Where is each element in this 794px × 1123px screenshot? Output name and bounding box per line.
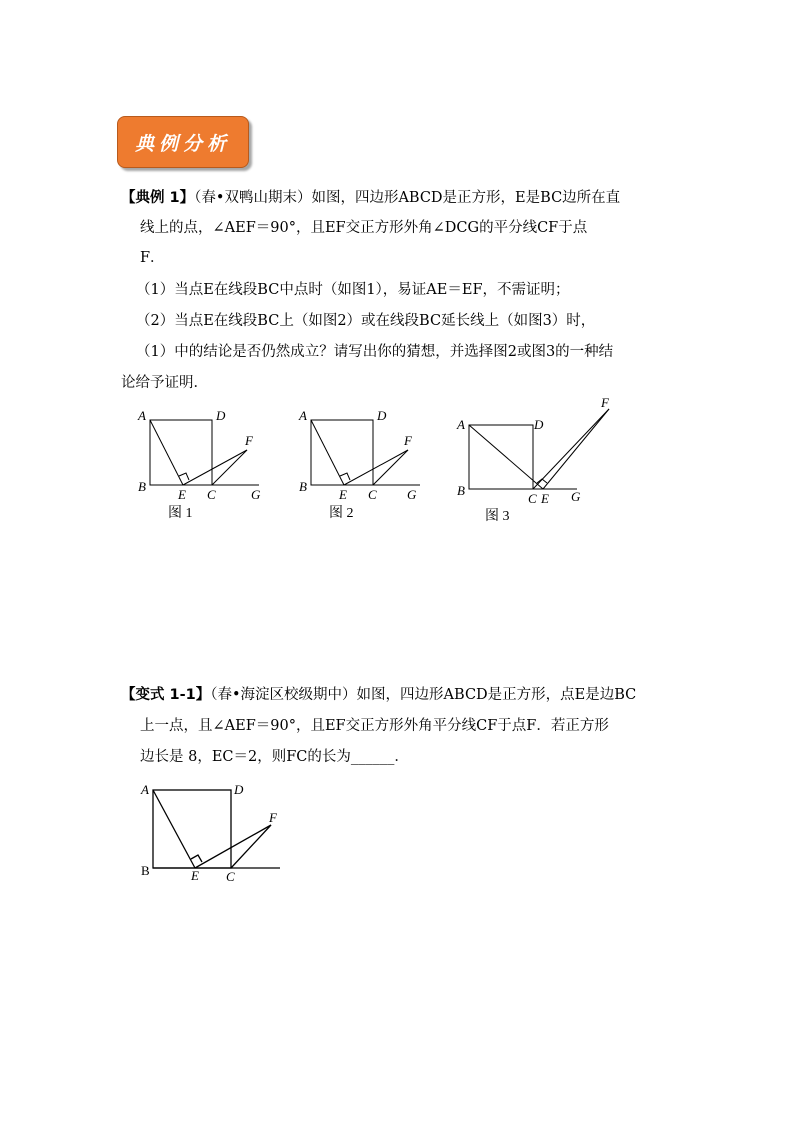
fig1-label-f: F — [245, 433, 253, 448]
figure-3 — [455, 395, 625, 530]
fig4-segment-ef — [195, 825, 271, 868]
fig1-segment-ae — [150, 420, 183, 485]
fig3-right-angle-mark — [537, 479, 547, 483]
fig1-segment-cf — [212, 450, 247, 485]
fig2-segment-cf — [373, 450, 408, 485]
fig4-segment-ae — [153, 790, 195, 868]
fig3-segment-ef — [543, 409, 609, 489]
fig2-label-g: G — [407, 487, 417, 502]
fig2-label-e: E — [339, 487, 347, 502]
fig1-label-b: B — [138, 479, 146, 494]
fig3-label-a: A — [457, 417, 465, 432]
variant-line3: 边长是 8，EC＝2，则FC的长为______． — [140, 749, 409, 765]
fig2-label-a: A — [299, 408, 307, 423]
fig3-label-g: G — [571, 489, 581, 504]
example1-part2-cont: （1）中的结论是否仍然成立？请写出你的猜想，并选择图2或图3的一种结 — [136, 344, 614, 360]
variant-line1 — [121, 685, 636, 705]
example1-part2: （2）当点E在线段BC上（如图2）或在线段BC延长线上（如图3）时， — [136, 313, 596, 329]
fig2-segment-ef — [344, 450, 408, 485]
example1-line2: 线上的点，∠AEF＝90°，且EF交正方形外角∠DCG的平分线CF于点 — [140, 220, 588, 236]
fig3-caption: 图 3 — [485, 509, 510, 524]
fig1-label-a: A — [138, 408, 146, 423]
fig2-label-c: C — [368, 487, 377, 502]
figure-2 — [296, 400, 436, 520]
fig3-label-c: C — [528, 491, 537, 506]
fig1-label-d: D — [216, 408, 226, 423]
fig4-label-b: B — [141, 863, 150, 878]
fig4-square — [153, 790, 231, 868]
fig4-label-f: F — [269, 810, 277, 825]
example1-part1: （1）当点E在线段BC中点时（如图1），易证AE＝EF，不需证明； — [136, 282, 570, 298]
fig4-label-c: C — [226, 869, 235, 884]
example1-part2-end: 论给予证明． — [121, 375, 208, 391]
variant-text1: （春•海淀区校级期中）如图，四边形ABCD是正方形，点E是边BC — [210, 687, 637, 703]
example1-line3: F． — [140, 250, 165, 266]
fig1-caption: 图 1 — [168, 506, 193, 521]
fig1-right-angle-mark — [179, 473, 189, 480]
fig4-right-angle-mark — [191, 855, 202, 862]
fig1-label-c: C — [207, 487, 216, 502]
fig2-label-b: B — [299, 479, 307, 494]
fig4-label-e: E — [191, 868, 199, 883]
fig3-segment-cf — [533, 409, 609, 489]
fig2-label-d: D — [377, 408, 387, 423]
fig3-label-f: F — [601, 395, 609, 410]
variant-tag: 【变式 1-1】 — [121, 687, 211, 703]
fig1-label-g: G — [251, 487, 261, 502]
fig3-label-d: D — [534, 417, 544, 432]
fig2-caption: 图 2 — [329, 506, 354, 521]
fig3-segment-ae — [469, 425, 543, 489]
fig4-label-d: D — [234, 782, 244, 797]
figure-1 — [135, 400, 275, 520]
fig2-right-angle-mark — [340, 473, 350, 480]
fig1-label-e: E — [178, 487, 186, 502]
fig1-segment-ef — [183, 450, 247, 485]
fig2-label-f: F — [404, 433, 412, 448]
fig3-label-e: E — [541, 491, 549, 506]
fig4-label-a: A — [141, 782, 149, 797]
fig2-segment-ae — [311, 420, 344, 485]
section-badge: 典例分析 — [117, 116, 249, 168]
example1-line1 — [121, 188, 620, 208]
variant-line2: 上一点，且∠AEF＝90°，且EF交正方形外角平分线CF于点F．若正方形 — [140, 718, 609, 734]
fig3-label-b: B — [457, 483, 465, 498]
example1-tag: 【典例 1】 — [121, 190, 195, 206]
fig4-segment-cf — [231, 825, 271, 868]
figure-variant — [138, 780, 298, 890]
example1-text1: （春•双鸭山期末）如图，四边形ABCD是正方形，E是BC边所在直 — [194, 190, 621, 206]
fig3-square — [469, 425, 533, 489]
